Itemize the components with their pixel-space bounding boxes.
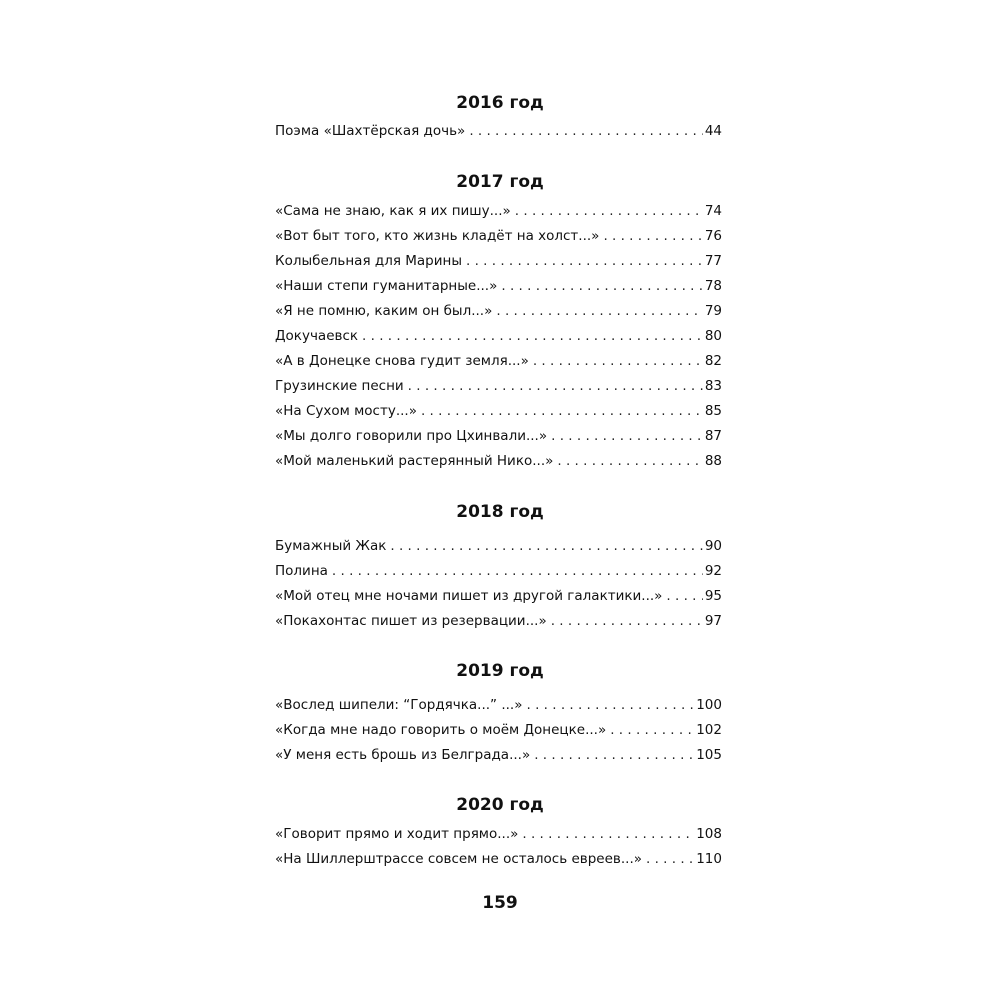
dot-leader [496,301,702,321]
toc-entry[interactable] [275,401,722,421]
entry-page-number: 87 [704,428,722,444]
entry-page-number: 83 [704,378,722,394]
section-heading-2017: 2017 год [456,172,544,192]
entry-title: «Я не помню, каким он был...» [275,303,493,319]
section-heading-2016: 2016 год [456,93,544,113]
entry-page-number: 44 [704,123,722,139]
entry-page-number: 90 [704,538,722,554]
entry-page-number: 110 [696,851,722,867]
dot-leader [557,451,702,471]
toc-entry[interactable] [275,695,722,715]
dot-leader [408,376,703,396]
entry-title: Грузинские песни [275,378,404,394]
entry-title: «Говорит прямо и ходит прямо...» [275,826,519,842]
section-heading-2018: 2018 год [456,502,544,522]
entry-title: «На Шиллерштрассе совсем не осталось евреев...» [275,851,642,867]
dot-leader [610,720,694,740]
dot-leader [501,276,702,296]
entry-title: Поэма «Шахтёрская дочь» [275,123,466,139]
entry-page-number: 100 [696,697,722,713]
entry-page-number: 80 [704,328,722,344]
page-number: 159 [482,893,518,913]
dot-leader [421,401,703,421]
entry-page-number: 88 [704,453,722,469]
entry-title: «Мой отец мне ночами пишет из другой галактики...» [275,588,663,604]
entry-page-number: 92 [704,563,722,579]
dot-leader [646,849,694,869]
dot-leader [390,536,702,556]
toc-entry[interactable] [275,301,722,321]
entry-title: «На Сухом мосту...» [275,403,417,419]
entry-title: «У меня есть брошь из Белграда...» [275,747,531,763]
entry-page-number: 76 [704,228,722,244]
entry-page-number: 74 [704,203,722,219]
entry-page-number: 97 [704,613,722,629]
dot-leader [533,351,703,371]
entry-title: Колыбельная для Марины [275,253,462,269]
toc-entry[interactable] [275,326,722,346]
dot-leader [466,251,703,271]
entry-page-number: 105 [696,747,722,763]
entry-page-number: 79 [704,303,722,319]
toc-entry[interactable] [275,745,722,765]
toc-entry[interactable] [275,611,722,631]
entry-title: «Когда мне надо говорить о моём Донецке...» [275,722,607,738]
entry-page-number: 85 [704,403,722,419]
dot-leader [522,824,694,844]
entry-title: «Мы долго говорили про Цхинвали...» [275,428,548,444]
toc-entry[interactable] [275,376,722,396]
entry-page-number: 82 [704,353,722,369]
entry-title: Бумажный Жак [275,538,387,554]
toc-entry[interactable] [275,251,722,271]
toc-entry[interactable] [275,536,722,556]
dot-leader [603,226,702,246]
entry-page-number: 77 [704,253,722,269]
toc-entry[interactable] [275,351,722,371]
toc-entry[interactable] [275,426,722,446]
entry-title: «Сама не знаю, как я их пишу...» [275,203,511,219]
toc-entry[interactable] [275,849,722,869]
toc-entry[interactable] [275,201,722,221]
dot-leader [551,611,703,631]
entry-title: «Вот быт того, кто жизнь кладёт на холст...» [275,228,600,244]
entry-title: Докучаевск [275,328,359,344]
dot-leader [362,326,703,346]
dot-leader [551,426,703,446]
dot-leader [666,586,702,606]
entry-title: «Мой маленький растерянный Нико...» [275,453,554,469]
dot-leader [515,201,703,221]
dot-leader [534,745,694,765]
toc-entry[interactable] [275,586,722,606]
dot-leader [526,695,694,715]
toc-entry[interactable] [275,451,722,471]
entry-page-number: 102 [696,722,722,738]
section-heading-2020: 2020 год [456,795,544,815]
entry-title: «Наши степи гуманитарные...» [275,278,498,294]
entry-page-number: 108 [696,826,722,842]
toc-entry[interactable] [275,720,722,740]
dot-leader [332,561,703,581]
entry-title: Полина [275,563,328,579]
entry-page-number: 95 [704,588,722,604]
section-heading-2019: 2019 год [456,661,544,681]
entry-page-number: 78 [704,278,722,294]
dot-leader [469,121,703,141]
toc-entry[interactable] [275,824,722,844]
toc-entry[interactable] [275,121,722,141]
toc-entry[interactable] [275,276,722,296]
entry-title: «Вослед шипели: “Гордячка...” ...» [275,697,523,713]
entry-title: «А в Донецке снова гудит земля...» [275,353,529,369]
entry-title: «Покахонтас пишет из резервации...» [275,613,547,629]
toc-entry[interactable] [275,226,722,246]
toc-entry[interactable] [275,561,722,581]
